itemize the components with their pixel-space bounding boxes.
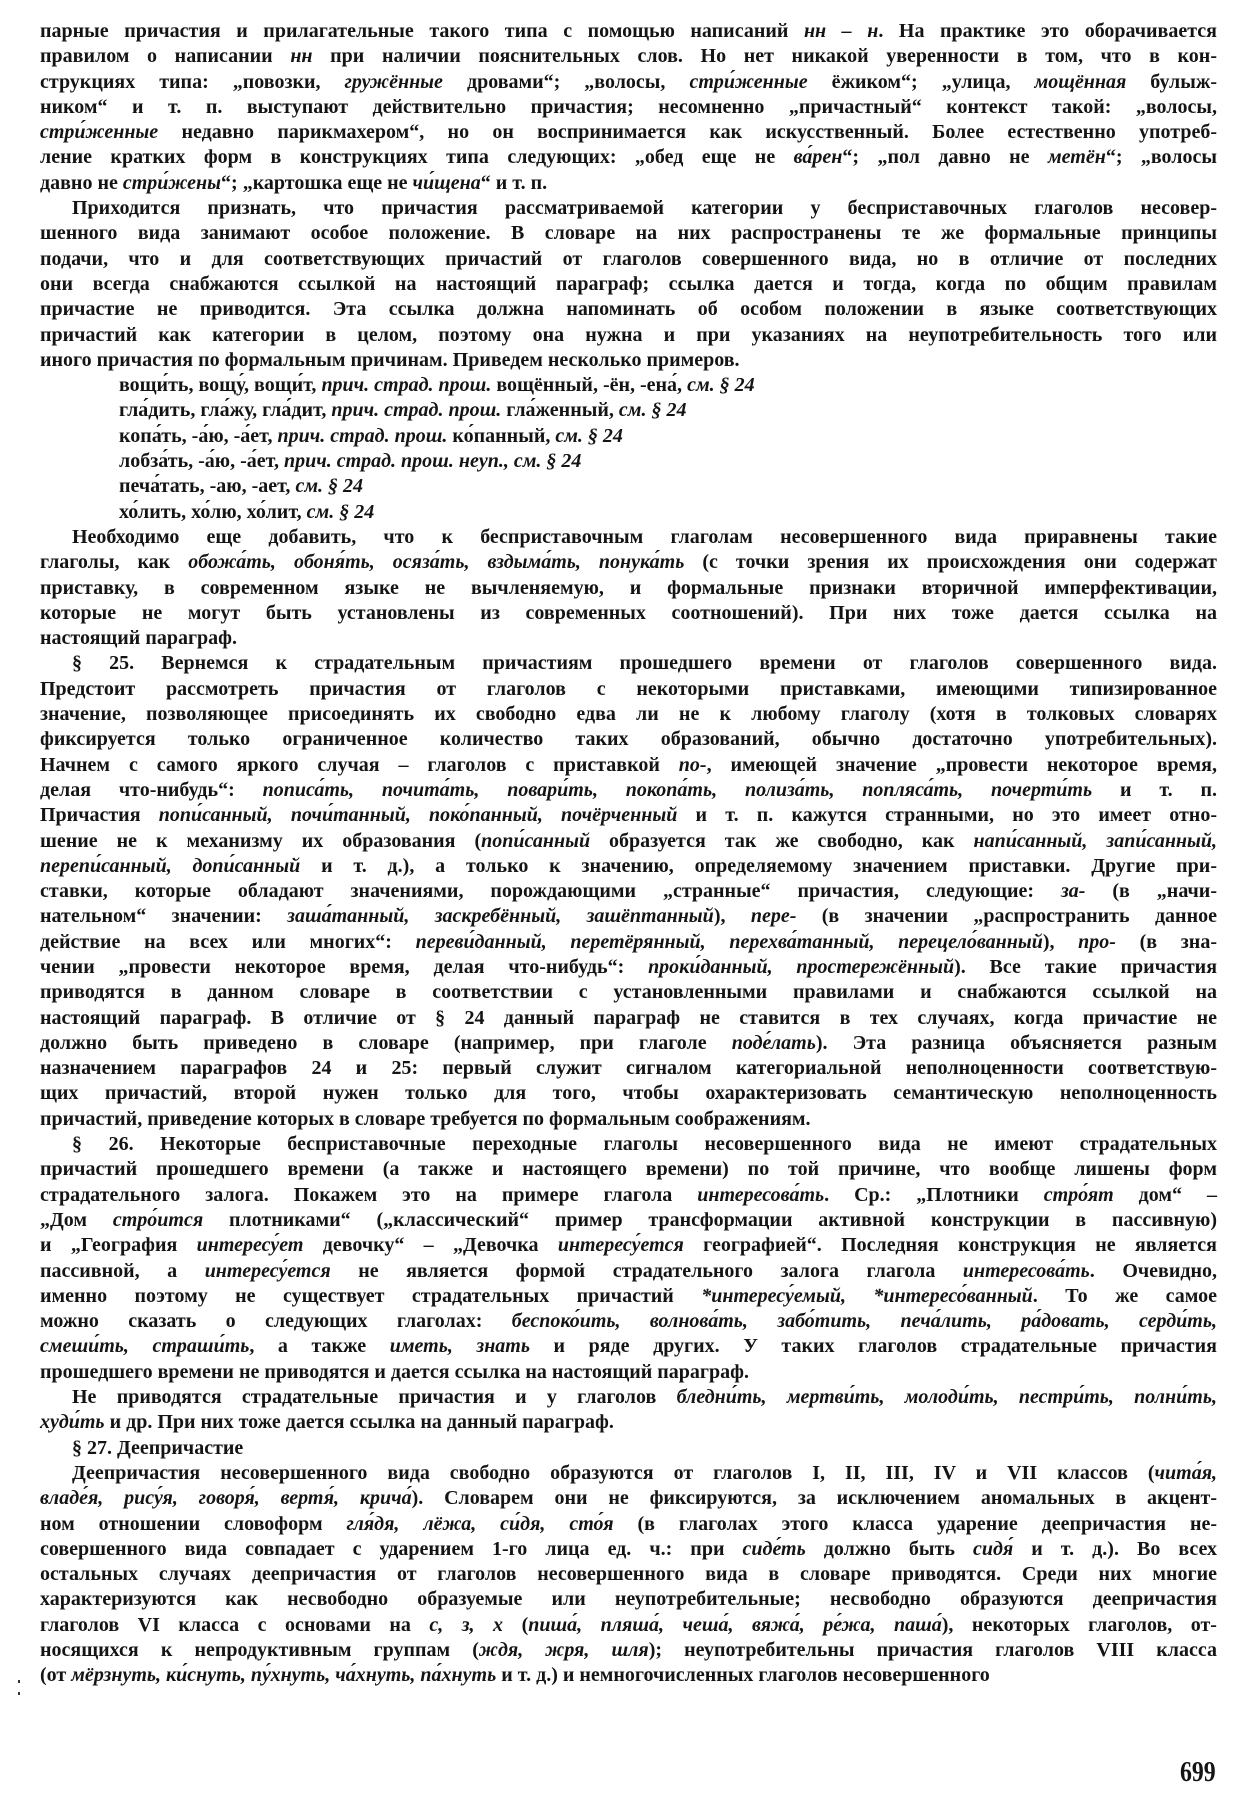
- text-run: фиксируется только ограниченное количество таких образований, обычно достаточно употребительных).: [40, 728, 1217, 751]
- text-line: [40, 1410, 1217, 1435]
- text-run: причастий прошедшего времени (а также и настоящего времени) по той причине, что вообще лишены форм: [40, 1158, 1217, 1181]
- text-run: приводятся в данном словаре в соответствии с установленными правилами и снабжаются ссылкой на: [40, 981, 1217, 1004]
- text-run: можно сказать о следующих глаголах:: [40, 1310, 512, 1333]
- italic-text: ва́рен: [793, 146, 843, 169]
- text-line: [40, 297, 1217, 322]
- text-line: [40, 1385, 1217, 1410]
- text-run: причастие не приводится. Эта ссылка должна напоминать об особом положении в языке соответствующих: [40, 298, 1217, 321]
- text-line: [40, 19, 1217, 44]
- example-list: [40, 373, 1217, 525]
- text-run: и т. п. кажутся странными, но это имеет отно-: [677, 804, 1217, 827]
- text-run: ление кратких форм в конструкциях типа следующих: „обед еще не: [40, 146, 794, 169]
- italic-text: владе́я, рису́я, говоря́, вертя́, крича́: [40, 1487, 412, 1510]
- headword: копа́ть: [119, 424, 182, 447]
- text-run: (: [503, 1613, 529, 1636]
- text-run: должно быть: [805, 1537, 973, 1560]
- text-run: прошедшего времени не приводятся и дается ссылка на настоящий параграф.: [40, 1360, 749, 1383]
- text-line: [40, 601, 1217, 626]
- text-line: [40, 1107, 1217, 1132]
- italic-text: гля́дя, лёжа, си́дя, сто́я: [346, 1512, 614, 1535]
- text-line: [40, 525, 1217, 550]
- italic-text: обожа́ть, обоня́ть, осяза́ть, вздыма́ть, понука́ть: [188, 551, 685, 574]
- italic-text: прич. страд. прош.: [331, 399, 502, 422]
- italic-text: см. § 24: [555, 424, 623, 447]
- text-run: девочку“ – „Девочка: [303, 1234, 558, 1257]
- text-line: [40, 854, 1217, 879]
- text-run: , гла́жу, гла́дит,: [190, 399, 332, 422]
- text-run: не является формой страдательного залога глагола: [330, 1259, 963, 1282]
- italic-text: нн – н: [803, 20, 879, 42]
- text-run: совершенного вида совпадает с ударением 1-го лица ед. ч.: при: [40, 1537, 743, 1560]
- text-run: , имеющей значение „провести некоторое время,: [706, 753, 1217, 776]
- text-run: дровами“; „волосы,: [442, 70, 690, 93]
- italic-text: пиша́, пляша́, чеша́, вяжа́, ре́жа, паша́: [528, 1613, 942, 1636]
- text-line: [40, 171, 1217, 196]
- text-line: [40, 272, 1217, 297]
- text-line: [40, 44, 1217, 69]
- text-run: ко́панный,: [447, 424, 556, 447]
- text-run: при наличии пояснительных слов. Но нет никакой уверенности в том, что в кон-: [312, 45, 1217, 68]
- text-run: именно поэтому не существует страдательных причастий: [40, 1284, 702, 1307]
- text-run: , вощу́, вощи́т,: [188, 374, 322, 397]
- paragraph: [40, 196, 1217, 373]
- text-line: [40, 753, 1217, 778]
- text-run: ). Словарем они не фиксируются, за исключением аномальных в акцент-: [411, 1487, 1217, 1510]
- text-run: подачи, что и для соответствующих причастий от глаголов совершенного вида, но в отличие от последних: [40, 247, 1217, 270]
- italic-text: попи́санный, почи́танный, поко́панный, почёрченный: [158, 804, 678, 827]
- text-line: [40, 1436, 1217, 1461]
- text-run: и „География: [40, 1234, 197, 1257]
- text-line: [40, 727, 1217, 752]
- text-run: ),: [713, 905, 751, 928]
- text-run: и т. п.: [1092, 778, 1217, 801]
- text-run: шение не к механизму их образования (: [40, 829, 482, 852]
- italic-text: беспоко́ить, волнова́ть, забо́тить, печа́лить, ра́довать, серди́ть,: [511, 1310, 1217, 1333]
- italic-text: ждя, жря, шля: [478, 1639, 649, 1661]
- text-run: , -аю, -ает,: [199, 475, 296, 498]
- italic-text: прич. страд. прош. неуп., см. § 24: [283, 450, 582, 473]
- text-run: ном отношении словоформ: [40, 1512, 347, 1535]
- italic-text: смеши́ть, страши́ть: [40, 1335, 250, 1358]
- text-line: [40, 1486, 1217, 1511]
- text-run: Некоторые бесприставочные переходные глаголы несовершенного вида не имеют страдательных: [133, 1133, 1217, 1156]
- italic-text: *интересу́емый, *интересо́ванный: [701, 1284, 1033, 1307]
- italic-text: стри́жены: [122, 171, 222, 194]
- italic-text: напи́санный, запи́санный,: [973, 829, 1218, 852]
- text-run: делая что-нибудь“:: [40, 778, 263, 801]
- text-run: струкциях типа: „повозки,: [40, 70, 345, 93]
- text-run: правилом о написании: [40, 45, 291, 68]
- text-line: [40, 95, 1217, 120]
- text-line: [40, 323, 1217, 348]
- text-run: гла́женный,: [501, 399, 619, 422]
- text-run: чении „провести некоторое время, делая что-нибудь“:: [40, 955, 649, 978]
- text-line: [40, 1562, 1217, 1587]
- page-body-text: [40, 19, 1217, 1689]
- text-run: ). Эта разница объясняется разным: [815, 1031, 1217, 1054]
- text-run: страдательного залога. Покажем это на примере глагола: [40, 1183, 698, 1206]
- text-run: значение, позволяющее присоединять их свободно едва ли не к любому глаголу (хотя в толковых словарях: [40, 703, 1217, 726]
- text-run: шенного вида занимают особое положение. В словаре на них распространены те же формальные принципы: [40, 222, 1217, 245]
- text-line: [40, 1233, 1217, 1258]
- italic-text: прич. страд. прош.: [277, 424, 448, 447]
- italic-text: иметь, знать: [389, 1335, 530, 1358]
- italic-text: интересу́ется: [204, 1259, 331, 1282]
- text-run: носящихся к непродуктивным группам (: [40, 1639, 479, 1661]
- text-line: [40, 1638, 1217, 1663]
- italic-text: чита́я,: [1154, 1461, 1217, 1484]
- example-entry: [40, 398, 1217, 423]
- italic-text: стро́ят: [1043, 1183, 1114, 1206]
- text-run: . Ср.: „Плотники: [824, 1183, 1044, 1206]
- italic-text: худи́ть: [40, 1411, 105, 1434]
- italic-text: переви́данный, перетёрянный, перехва́танный, перецело́ванный: [415, 930, 1043, 953]
- text-line: [40, 1157, 1217, 1182]
- text-line: [40, 626, 1217, 651]
- text-run: плотниками“ („классический“ пример трансформации активной конструкции в пассивную): [203, 1208, 1217, 1231]
- paragraph: [40, 525, 1217, 651]
- text-line: [40, 803, 1217, 828]
- text-line: [40, 778, 1217, 803]
- text-line: [40, 677, 1217, 702]
- text-run: . На практике это оборачивается: [878, 20, 1217, 42]
- text-run: иного причастия по формальным причинам. Приведем несколько примеров.: [40, 348, 740, 371]
- text-line: [40, 1587, 1217, 1612]
- text-run: (в „начи-: [1085, 880, 1217, 903]
- example-entry: [40, 500, 1217, 525]
- text-line: [40, 1006, 1217, 1031]
- text-line: [40, 1031, 1217, 1056]
- text-line: [40, 550, 1217, 575]
- text-line: [40, 1208, 1217, 1233]
- italic-text: пописа́ть, почита́ть, повари́ть, покопа́ть, полиза́ть, попляса́ть, почерти́ть: [262, 778, 1093, 801]
- text-line: [40, 1334, 1217, 1359]
- headword: лобза́ть: [119, 450, 189, 473]
- text-run: щих причастий, второй нужен только для того, чтобы охарактеризовать семантическую неполноценность: [40, 1082, 1217, 1105]
- text-run: ),: [1042, 930, 1079, 953]
- text-run: , хо́лю, хо́лит,: [181, 500, 307, 523]
- text-run: Деепричастия несовершенного вида свободно образуются от глаголов I, II, III, IV и VII классов (: [72, 1461, 1155, 1484]
- text-run: ёжиком“; „улица,: [807, 70, 1035, 93]
- paragraph: [40, 19, 1217, 196]
- text-run: . То же самое: [1032, 1284, 1217, 1307]
- text-run: назначением параграфов 24 и 25: первый служит сигналом категориальной неполноценности соответствую-: [40, 1057, 1217, 1080]
- text-run: остальных случаях деепричастия от глаголов несовершенного вида в словаре приводятся. Среди них многие: [40, 1563, 1217, 1586]
- text-line: [40, 1537, 1217, 1562]
- text-line: [40, 904, 1217, 929]
- text-run: давно не: [40, 171, 123, 194]
- italic-text: см. § 24: [618, 399, 687, 422]
- text-run: глаголы, как: [40, 551, 189, 574]
- section-number: § 26.: [72, 1133, 134, 1156]
- example-entry: [40, 449, 1217, 474]
- italic-text: мёрзнуть, ки́снуть, пу́хнуть, ча́хнуть, па́хнуть: [71, 1664, 497, 1687]
- italic-text: интересу́ется: [557, 1234, 684, 1257]
- text-run: Предстоит рассмотреть причастия от глаголов с некоторыми приставками, имеющими типизированное: [40, 677, 1217, 700]
- text-run: глаголов VI класса с основами на: [40, 1613, 430, 1636]
- italic-text: стри́женные: [40, 121, 159, 144]
- text-line: [40, 145, 1217, 170]
- text-run: Деепричастие: [112, 1436, 244, 1459]
- text-run: ); неупотребительны причастия глаголов VIII класса: [648, 1639, 1217, 1661]
- headword: печа́тать: [119, 475, 200, 498]
- text-line: [40, 955, 1217, 980]
- italic-text: чи́щена: [412, 171, 481, 194]
- text-line: [40, 702, 1217, 727]
- italic-text: гружённые: [344, 70, 443, 93]
- paragraph: [40, 1132, 1217, 1385]
- text-run: причастий как категории в целом, поэтому она нужна и при указаниях на неупотребительность того или: [40, 323, 1217, 346]
- text-run: (в значении „распространить данное: [796, 905, 1217, 928]
- text-line: [40, 829, 1217, 854]
- example-entry: [40, 474, 1217, 499]
- italic-text: заша́танный, заскребённый, зашёптанный: [287, 905, 714, 928]
- text-line: [40, 120, 1217, 145]
- text-run: дом“ –: [1113, 1183, 1217, 1206]
- example-entry: [40, 373, 1217, 398]
- italic-text: см. § 24: [687, 374, 755, 397]
- text-line: [40, 576, 1217, 601]
- text-run: и др. При них тоже дается ссылка на данный параграф.: [104, 1411, 614, 1434]
- text-run: приставку, в современном языке не вычленяемую, и формальные признаки вторичной имперфективации,: [40, 576, 1217, 599]
- italic-text: бледни́ть, мертви́ть, молоди́ть, пестри́ть, полни́ть,: [676, 1386, 1217, 1409]
- italic-text: сидя́: [972, 1537, 1014, 1560]
- paragraph: [40, 1461, 1217, 1689]
- text-run: (в зна-: [1115, 930, 1217, 953]
- text-line: [40, 1512, 1217, 1537]
- italic-text: см. § 24: [306, 500, 375, 523]
- paragraph: [40, 1385, 1217, 1436]
- text-line: [40, 879, 1217, 904]
- text-run: и т. д.), а только к значению, определяемому значением приставки. Другие при-: [300, 854, 1217, 877]
- text-line: [40, 1259, 1217, 1284]
- text-run: действие на всех или многих“:: [40, 930, 416, 953]
- italic-text: интересова́ть: [962, 1259, 1090, 1282]
- text-line: [40, 348, 1217, 373]
- text-run: , а также: [249, 1335, 390, 1358]
- text-run: причастий, приведение которых в словаре требуется по формальным соображениям.: [40, 1107, 811, 1130]
- text-run: настоящий параграф.: [40, 627, 238, 650]
- text-line: [40, 1056, 1217, 1081]
- text-run: и ряде других. У таких глаголов страдательные причастия: [530, 1335, 1217, 1358]
- text-run: “; „пол давно не: [842, 146, 1048, 169]
- italic-text: по-: [678, 753, 707, 776]
- text-line: [40, 1663, 1217, 1688]
- text-run: нательном“ значении:: [40, 905, 288, 928]
- text-line: [40, 980, 1217, 1005]
- text-run: и т. д.) и немногочисленных глаголов несовершенного: [496, 1664, 990, 1687]
- text-run: „Дом: [40, 1208, 113, 1231]
- italic-text: см. § 24: [295, 475, 364, 498]
- text-run: “; „волосы: [1105, 146, 1217, 169]
- text-run: Причастия: [40, 804, 159, 827]
- italic-text: сиде́ть: [742, 1537, 806, 1560]
- italic-text: метён: [1047, 146, 1106, 169]
- text-line: [40, 1183, 1217, 1208]
- italic-text: проки́данный, простережённый: [648, 955, 955, 978]
- text-run: ником“ и т. п. выступают действительно причастия; несомненно „причастный“ контекст такой: „волосы,: [40, 95, 1217, 118]
- text-run: пассивной, а: [40, 1259, 205, 1282]
- italic-text: мощённая: [1034, 70, 1127, 93]
- text-line: [40, 221, 1217, 246]
- text-run: (от: [40, 1664, 72, 1687]
- italic-text: за-: [1060, 880, 1086, 903]
- text-line: [40, 1132, 1217, 1157]
- text-run: . Очевидно,: [1089, 1259, 1217, 1282]
- section-heading: [40, 1436, 1217, 1461]
- text-line: [40, 247, 1217, 272]
- text-run: Начнем с самого яркого случая – глаголов с приставкой: [40, 753, 679, 776]
- text-line: [40, 1284, 1217, 1309]
- text-run: , -а́ю, -а́ет,: [188, 450, 284, 473]
- text-run: должно быть приведено в словаре (например, при глаголе: [40, 1031, 732, 1054]
- text-line: [40, 1360, 1217, 1385]
- italic-text: пере-: [750, 905, 797, 928]
- text-run: ). Все такие причастия: [954, 955, 1218, 978]
- italic-text: поде́лать: [731, 1031, 816, 1054]
- text-line: [40, 1309, 1217, 1334]
- headword: хо́лить: [119, 500, 182, 523]
- text-line: [40, 196, 1217, 221]
- text-run: “ и т. п.: [480, 171, 548, 194]
- text-run: (с точки зрения их происхождения они содержат: [684, 551, 1217, 574]
- text-run: характеризуются как несвободно образуемые или неупотребительные; несвободно образуются деепричастия: [40, 1588, 1217, 1611]
- text-run: ), некоторых глаголов, от-: [941, 1613, 1217, 1636]
- text-line: [40, 1081, 1217, 1106]
- text-line: [40, 70, 1217, 95]
- text-run: (в глаголах этого класса ударение деепричастия не-: [613, 1512, 1218, 1535]
- text-run: Необходимо еще добавить, что к бесприставочным глаголам несовершенного вида приравнены такие: [72, 525, 1217, 548]
- page-number: 699: [1180, 1757, 1216, 1788]
- paragraph: [40, 651, 1217, 1132]
- margin-marks: [18, 1680, 21, 1704]
- text-run: булыж-: [1126, 70, 1217, 93]
- headword: гла́дить: [119, 399, 191, 422]
- text-line: [40, 930, 1217, 955]
- text-run: Вернемся к страдательным причастиям прошедшего времени от глаголов совершенного вида.: [134, 652, 1217, 675]
- text-run: недавно парикмахером“, но он воспринимается как искусственный. Более естественно употреб-: [158, 121, 1217, 144]
- text-run: вощённый, -ён, -ена́,: [491, 374, 688, 397]
- text-line: [40, 1613, 1217, 1638]
- text-run: ставки, которые обладают значениями, порождающими „странные“ причастия, следующие:: [40, 880, 1061, 903]
- italic-text: стро́ится: [112, 1208, 204, 1231]
- italic-text: попи́санный: [481, 829, 591, 852]
- italic-text: интересова́ть: [697, 1183, 825, 1206]
- section-number: § 27.: [72, 1436, 112, 1459]
- text-run: Приходится признать, что причастия рассматриваемой категории у бесприставочных глаголов несовер-: [72, 197, 1217, 220]
- italic-text: стри́женные: [689, 70, 808, 93]
- text-run: и т. д.). Во всех: [1013, 1537, 1217, 1560]
- text-run: парные причастия и прилагательные такого типа с помощью написаний: [40, 20, 804, 42]
- text-run: , -а́ю, -а́ет,: [181, 424, 278, 447]
- italic-text: с, з, х: [429, 1613, 504, 1636]
- italic-text: интересу́ет: [196, 1234, 304, 1257]
- text-run: которые не могут быть установлены из современных соотношений). При них тоже дается ссылка на: [40, 601, 1217, 624]
- text-run: географией“. Последняя конструкция не является: [683, 1234, 1217, 1257]
- italic-text: перепи́санный, допи́санный: [40, 854, 301, 877]
- text-line: [40, 1461, 1217, 1486]
- text-line: [40, 651, 1217, 676]
- headword: вощи́ть: [119, 374, 189, 397]
- section-number: § 25.: [72, 652, 135, 675]
- text-run: “; „картошка еще не: [221, 171, 413, 194]
- text-run: настоящий параграф. В отличие от § 24 данный параграф не ставится в тех случаях, когда причастие не: [40, 1006, 1217, 1029]
- text-run: Не приводятся страдательные причастия и у глаголов: [72, 1386, 677, 1409]
- text-run: они всегда снабжаются ссылкой на настоящий параграф; ссылка дается и тогда, когда по общим правилам: [40, 272, 1217, 295]
- text-run: образуется так же свободно, как: [590, 829, 974, 852]
- italic-text: прич. страд. прош.: [321, 374, 492, 397]
- italic-text: нн: [290, 45, 313, 68]
- example-entry: [40, 424, 1217, 449]
- italic-text: про-: [1078, 930, 1116, 953]
